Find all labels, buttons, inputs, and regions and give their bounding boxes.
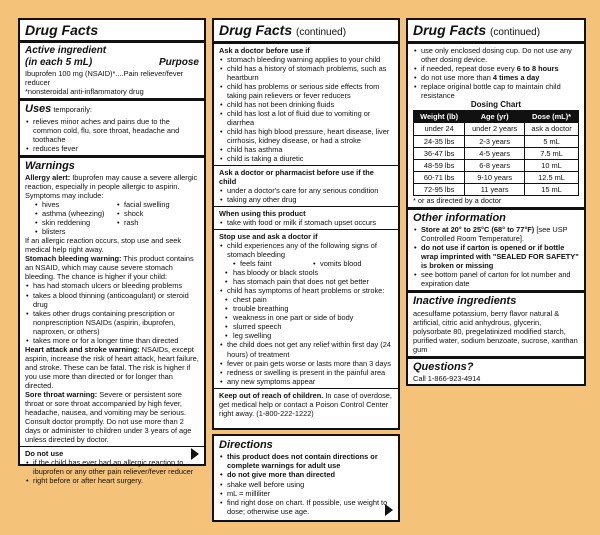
stomach-list: [25, 281, 199, 344]
list-item: • blisters: [35, 227, 117, 236]
list-item: • if needed, repeat dose every 6 to 8 hours: [413, 64, 579, 73]
when-using-title: When using this product: [219, 209, 306, 219]
dosing-chart-table: [413, 110, 579, 195]
stomach-label: Stomach bleeding warning:: [25, 254, 122, 264]
ask-pharm-list: [219, 186, 393, 204]
drug-facts-panel-1: [18, 18, 206, 486]
list-item: • replace original bottle cap to maintain child resistance: [413, 82, 579, 100]
list-item: • fever or pain gets worse or lasts more than 3 days: [219, 359, 393, 368]
other-info-title: Other information: [413, 211, 506, 224]
uses-intro: temporarily:: [53, 105, 92, 115]
continued-label: (continued): [490, 27, 541, 38]
drug-facts-panel-2: [212, 18, 400, 430]
ask-pharm-title: Ask a doctor or pharmacist before use if the: [219, 167, 374, 177]
stop-use-list: [219, 241, 393, 259]
table-row: 72-95 lbs 11 years 15 mL: [414, 183, 579, 195]
list-item: • has stomach pain that does not get better: [219, 277, 393, 286]
donot-title: Do not use: [25, 449, 64, 459]
nsaid-note: *nonsteroidal anti-inflammatory drug: [25, 87, 144, 97]
list-item: • child is taking a diuretic: [219, 154, 393, 163]
list-item: • find right dose on chart. If possible, use weight to dose; otherwise use age.: [219, 498, 393, 516]
warnings-title: Warnings: [25, 159, 75, 172]
bleeding-signs: [219, 259, 393, 268]
list-item: • weakness in one part or side of body: [219, 313, 393, 322]
table-header: Weight (lb): [414, 111, 465, 123]
list-item: • the child does not get any relief within first day (24 hours) of treatment: [219, 340, 393, 358]
allergy-text: Ibuprofen may cause a severe allergic reaction, especially in people allergic to aspirin. Symptoms may include:: [25, 173, 198, 201]
list-item: • trouble breathing: [219, 304, 393, 313]
donot-list: [25, 458, 199, 485]
list-item: • under a doctor's care for any serious condition: [219, 186, 393, 195]
uses-list: [25, 117, 199, 153]
panel-title: Drug Facts: [25, 22, 99, 38]
list-item: • taking any other drug: [219, 195, 393, 204]
table-row: 24-35 lbs 2-3 years 5 mL: [414, 135, 579, 147]
list-item: • do not give more than directed: [219, 470, 393, 479]
questions-phone: Call 1-866-923-4914: [413, 374, 481, 384]
list-item: • relieves minor aches and pains due to the common cold, flu, sore throat, headache and toothache: [25, 117, 199, 144]
directions-panel: [212, 434, 400, 522]
list-item: • takes more or for a longer time than directed: [25, 336, 199, 345]
list-item: • any new symptoms appear: [219, 377, 393, 386]
sore-text: Severe or persistent sore throat or sore throat accompanied by high fever, headache, nausea, and vomiting may be serious. Consult doctor promptly. Do not use more than 2 days or administer to children under 3 years of age unless directed by doctor.: [25, 389, 192, 444]
list-item: • reduces fever: [25, 144, 199, 153]
list-item: • facial swelling: [117, 200, 199, 209]
uses-title: Uses: [25, 103, 52, 116]
ingredient-line: Ibuprofen 100 mg (NSAID)*....Pain reliever/fever reducer: [25, 69, 184, 88]
list-item: • vomits blood: [313, 259, 393, 268]
heart-label: Heart attack and stroke warning:: [25, 344, 140, 354]
table-row: under 24 under 2 years ask a doctor: [414, 123, 579, 135]
list-item: • child has lost a lot of fluid due to vomiting or diarrhea: [219, 109, 393, 127]
panel-title: Drug Facts: [413, 22, 487, 38]
list-item: • shock: [117, 209, 199, 218]
list-item: • leg swelling: [219, 331, 393, 340]
list-item: • do not use if carton is opened or if bottle wrap imprinted with "SEALED FOR SAFETY" is broken or missing: [413, 243, 579, 270]
bleeding-signs-more: [219, 268, 393, 286]
list-item: • rash: [117, 218, 199, 227]
table-row: 48-59 lbs 6-8 years 10 mL: [414, 159, 579, 171]
list-item: • child has asthma: [219, 145, 393, 154]
when-using-list: [219, 218, 393, 227]
heart-signs: [219, 295, 393, 340]
list-item: • right before or after heart surgery.: [25, 476, 199, 485]
continue-arrow-icon: [191, 448, 199, 460]
purpose-title: Purpose: [158, 56, 199, 68]
drug-facts-label: [8, 10, 592, 528]
stop-use-title: Stop use and ask a doctor if: [219, 232, 318, 242]
questions-title: Questions?: [413, 360, 474, 373]
list-item: • child experiences any of the following signs of stomach bleeding: [219, 241, 393, 259]
heart-text: NSAIDs, except aspirin, increase the risk of heart attack, heart failure, and stroke. These can be fatal. The risk is higher if you use more than directed or for longer than directed.: [25, 344, 199, 390]
list-item: • asthma (wheezing): [35, 209, 117, 218]
directions-list: [219, 452, 393, 515]
stop-use-list-3: [219, 340, 393, 385]
ask-doctor-title: Ask a doctor before use if: [219, 45, 310, 55]
list-item: • child has symptoms of heart problems or stroke:: [219, 286, 393, 295]
stomach-text: This product contains an NSAID, which may cause severe stomach bleeding. The chance is higher if your child:: [25, 254, 194, 282]
allergy-label: Allergy alert:: [25, 173, 71, 183]
list-item: • take with food or milk if stomach upset occurs: [219, 218, 393, 227]
list-item: • has had stomach ulcers or bleeding problems: [25, 281, 199, 290]
inactive-text: acesulfame potassium, berry flavor natural & artificial, citric acid anhydrous, glycerin, polysorbate 80, pregelatinized modified starch, purified water, sodium benzoate, sucrose, xanthan gum: [413, 308, 578, 354]
table-header: Dose (mL)*: [525, 111, 579, 123]
list-item: • has bloody or black stools: [219, 268, 393, 277]
active-ingredient-title: Active ingredient: [25, 44, 107, 56]
allergy-after: If an allergic reaction occurs, stop use and seek medical help right away.: [25, 236, 182, 255]
list-item: • if the child has ever had an allergic reaction to ibuprofen or any other pain reliever/fever reducer: [25, 458, 199, 476]
active-ingredient-sub: (in each 5 mL): [25, 56, 93, 68]
list-item: • feels faint: [233, 259, 313, 268]
list-item: • see bottom panel of carton for lot number and expiration date: [413, 270, 579, 288]
list-item: • child has high blood pressure, heart disease, liver cirrhosis, kidney disease, or had a stroke: [219, 127, 393, 145]
list-item: • shake well before using: [219, 480, 393, 489]
list-item: • do not use more than 4 times a day: [413, 73, 579, 82]
dosing-chart-title: Dosing Chart: [470, 99, 522, 109]
ask-doctor-list: [219, 55, 393, 163]
keep-out-text: In case of overdose, get medical help or contact a Poison Control Center right away. (1-800-222-1222): [219, 390, 392, 418]
inactive-title: Inactive ingredients: [413, 295, 517, 308]
directions-title: Directions: [219, 439, 273, 451]
other-info-list: [413, 225, 579, 288]
stop-use-list-2: [219, 286, 393, 295]
continued-label: (continued): [296, 27, 347, 38]
list-item: • slurred speech: [219, 322, 393, 331]
allergy-symptoms: [25, 200, 199, 236]
list-item: • hives: [35, 200, 117, 209]
table-row: 36-47 lbs 4-5 years 7.5 mL: [414, 147, 579, 159]
list-item: • child has not been drinking fluids: [219, 100, 393, 109]
continue-arrow-icon: [385, 504, 393, 516]
list-item: • child has a history of stomach problems, such as heartburn: [219, 64, 393, 82]
list-item: • mL = milliliter: [219, 489, 393, 498]
sore-label: Sore throat warning:: [25, 389, 98, 399]
drug-facts-panel-3: [406, 18, 586, 386]
list-item: • stomach bleeding warning applies to your child: [219, 55, 393, 64]
list-item: • skin reddening: [35, 218, 117, 227]
table-row: 60-71 lbs 9-10 years 12.5 mL: [414, 171, 579, 183]
list-item: • use only enclosed dosing cup. Do not use any other dosing device.: [413, 46, 579, 64]
list-item: • redness or swelling is present in the painful area: [219, 368, 393, 377]
panel-title: Drug Facts: [219, 22, 293, 38]
table-header: Age (yr): [465, 111, 525, 123]
list-item: • this product does not contain directions or complete warnings for adult use: [219, 452, 393, 470]
ask-pharm-title-end: child: [219, 176, 237, 186]
table-note: * or as directed by a doctor: [413, 195, 502, 205]
list-item: • chest pain: [219, 295, 393, 304]
list-item: • Store at 20° to 25°C (68° to 77°F) [see USP Controlled Room Temperature].: [413, 225, 579, 243]
list-item: • child has problems or serious side effects from taking pain relievers or fever reducers: [219, 82, 393, 100]
directions-continued-list: [413, 46, 579, 100]
keep-out-label: Keep out of reach of children.: [219, 390, 324, 400]
list-item: • takes a blood thinning (anticoagulant) or steroid drug: [25, 291, 199, 309]
list-item: • takes other drugs containing prescription or nonprescription NSAIDs (aspirin, ibuprofen, naproxen, or others): [25, 309, 199, 336]
